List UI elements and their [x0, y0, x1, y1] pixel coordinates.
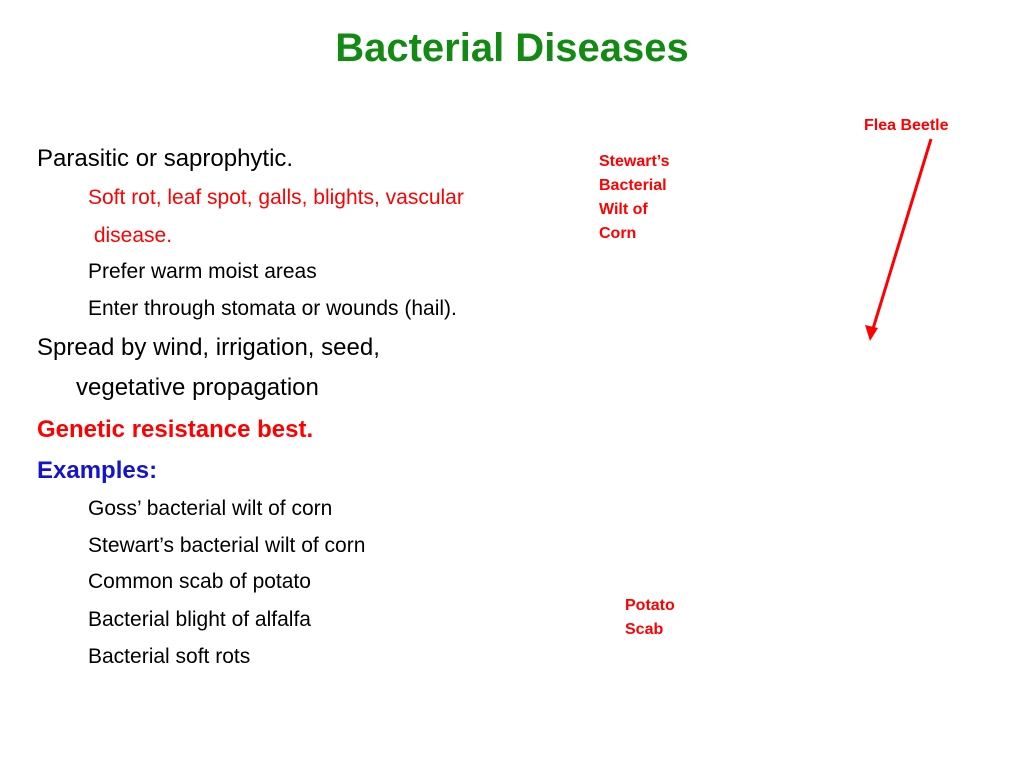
- bullet-parasitic: Parasitic or saprophytic.: [37, 145, 294, 172]
- stewarts-label-line-3: Wilt of: [599, 201, 648, 218]
- sub-bullet-stomata: Enter through stomata or wounds (hail).: [88, 297, 457, 320]
- sub-bullet-soft-rot: Soft rot, leaf spot, galls, blights, vascular: [88, 186, 464, 209]
- bullet-examples: Examples:: [37, 457, 158, 484]
- bullet-spread: Spread by wind, irrigation, seed,: [37, 334, 380, 361]
- potato-scab-label-line-1: Potato: [625, 597, 675, 614]
- example-common-scab: Common scab of potato: [88, 570, 311, 593]
- arrow-head: [865, 325, 878, 341]
- stewarts-label-line-1: Stewart’s: [599, 153, 670, 170]
- flea-beetle-label: Flea Beetle: [864, 117, 949, 134]
- example-goss: Goss’ bacterial wilt of corn: [88, 497, 333, 520]
- bullet-genetic-resistance: Genetic resistance best.: [37, 416, 314, 443]
- potato-scab-label-line-2: Scab: [625, 621, 664, 638]
- stewarts-label-line-2: Bacterial: [599, 177, 667, 194]
- example-stewarts: Stewart’s bacterial wilt of corn: [88, 534, 366, 557]
- stewarts-label-line-4: Corn: [599, 225, 637, 242]
- example-blight-alfalfa: Bacterial blight of alfalfa: [88, 608, 311, 631]
- slide-title: Bacterial Diseases: [335, 26, 689, 70]
- bullet-spread-cont: vegetative propagation: [76, 374, 319, 401]
- arrow-shaft: [872, 139, 931, 332]
- example-soft-rots: Bacterial soft rots: [88, 645, 251, 668]
- sub-bullet-warm-moist: Prefer warm moist areas: [88, 260, 317, 283]
- sub-bullet-soft-rot-cont: disease.: [88, 224, 173, 247]
